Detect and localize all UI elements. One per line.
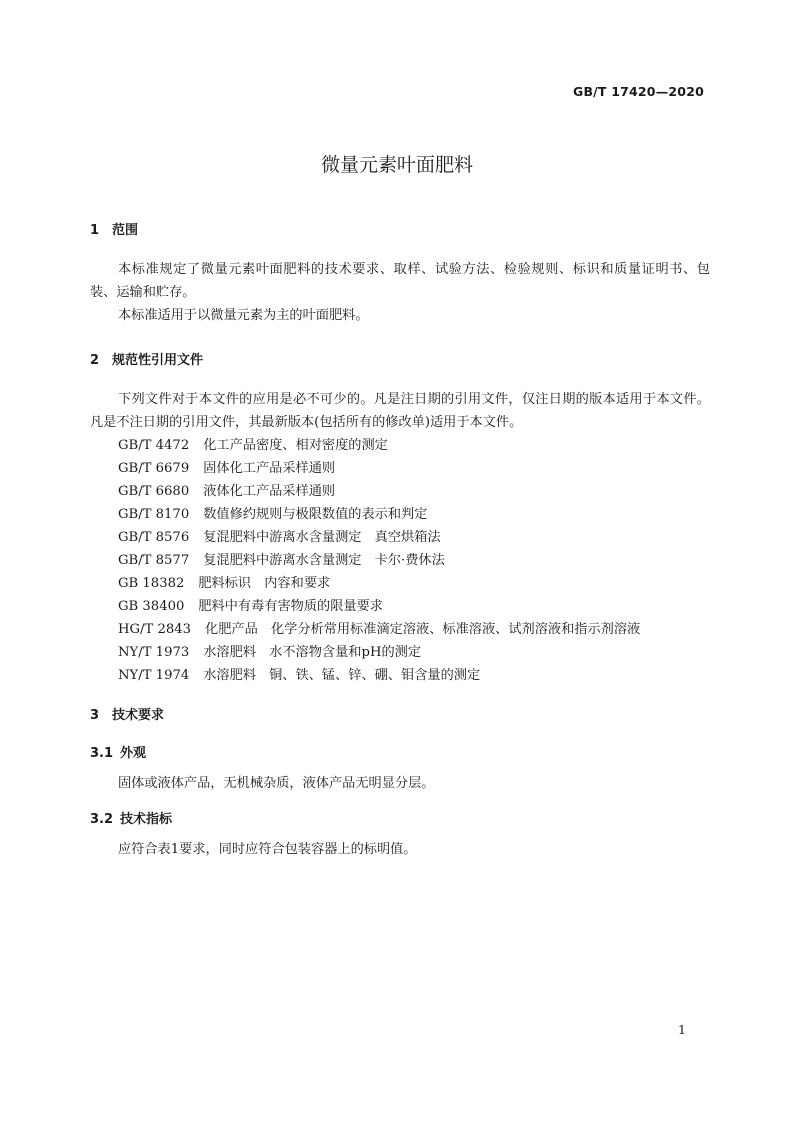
- subsection-title: 外观: [120, 746, 147, 761]
- section-title: 范围: [112, 223, 139, 238]
- section-number: 2: [90, 353, 100, 368]
- subsection-number: 3.2: [90, 812, 114, 827]
- reference-code: GB/T 4472: [118, 438, 190, 453]
- reference-item: [118, 618, 640, 641]
- section-title: 技术要求: [112, 708, 165, 723]
- reference-item: [118, 549, 640, 572]
- section-number: 1: [90, 223, 100, 238]
- reference-title: 复混肥料中游离水含量测定 真空烘箱法: [203, 530, 441, 545]
- subsection-3-1-heading: [90, 742, 146, 761]
- reference-code: GB 18382: [118, 576, 185, 591]
- reference-list: [118, 434, 640, 687]
- reference-item: [118, 641, 640, 664]
- reference-title: 化工产品密度、相对密度的测定: [203, 438, 388, 453]
- reference-item: [118, 503, 640, 526]
- reference-code: NY/T 1973: [118, 645, 190, 660]
- section-1-heading: [90, 219, 138, 238]
- subsection-title: 技术指标: [120, 812, 173, 827]
- reference-code: HG/T 2843: [118, 622, 192, 637]
- document-title: 微量元素叶面肥料: [320, 154, 473, 176]
- reference-item: [118, 664, 640, 687]
- section-title: 规范性引用文件: [112, 353, 204, 368]
- subsection-3-2-heading: [90, 808, 172, 827]
- reference-code: GB/T 8576: [118, 530, 190, 545]
- scope-paragraph-2: 本标准适用于以微量元素为主的叶面肥料。: [118, 308, 369, 323]
- reference-code: GB/T 8170: [118, 507, 190, 522]
- reference-code: GB/T 8577: [118, 553, 190, 568]
- reference-code: GB 38400: [118, 599, 185, 614]
- reference-title: 数值修约规则与极限数值的表示和判定: [203, 507, 428, 522]
- reference-title: 水溶肥料 水不溶物含量和pH的测定: [203, 645, 422, 660]
- reference-title: 液体化工产品采样通则: [203, 484, 336, 499]
- section-2-heading: [90, 349, 203, 368]
- reference-title: 复混肥料中游离水含量测定 卡尔·费休法: [203, 553, 445, 568]
- scope-paragraph-1: 本标准规定了微量元素叶面肥料的技术要求、取样、试验方法、检验规则、标识和质量证明书、包装、运输和贮存。: [90, 262, 710, 300]
- reference-item: [118, 595, 640, 618]
- reference-item: [118, 572, 640, 595]
- subsection-number: 3.1: [90, 746, 114, 761]
- reference-code: NY/T 1974: [118, 668, 190, 683]
- reference-item: [118, 434, 640, 457]
- reference-title: 化肥产品 化学分析常用标准滴定溶液、标准溶液、试剂溶液和指示剂溶液: [205, 622, 641, 637]
- reference-title: 肥料标识 内容和要求: [198, 576, 331, 591]
- indicators-text: 应符合表1要求，同时应符合包装容器上的标明值。: [118, 842, 417, 857]
- appearance-text: 固体或液体产品，无机械杂质，液体产品无明显分层。: [118, 776, 435, 791]
- reference-item: [118, 480, 640, 503]
- reference-title: 固体化工产品采样通则: [203, 461, 336, 476]
- reference-item: [118, 457, 640, 480]
- references-intro: 下列文件对于本文件的应用是必不可少的。凡是注日期的引用文件，仅注日期的版本适用于本文件。凡是不注日期的引用文件，其最新版本(包括所有的修改单)适用于本文件。: [90, 392, 710, 430]
- section-3-heading: [90, 704, 164, 723]
- reference-item: [118, 526, 640, 549]
- reference-code: GB/T 6680: [118, 484, 190, 499]
- reference-title: 水溶肥料 铜、铁、锰、锌、硼、钼含量的测定: [203, 668, 481, 683]
- section-number: 3: [90, 708, 100, 723]
- page-number: 1: [678, 1022, 686, 1037]
- reference-title: 肥料中有毒有害物质的限量要求: [198, 599, 383, 614]
- reference-code: GB/T 6679: [118, 461, 190, 476]
- standard-code: GB/T 17420—2020: [572, 84, 704, 99]
